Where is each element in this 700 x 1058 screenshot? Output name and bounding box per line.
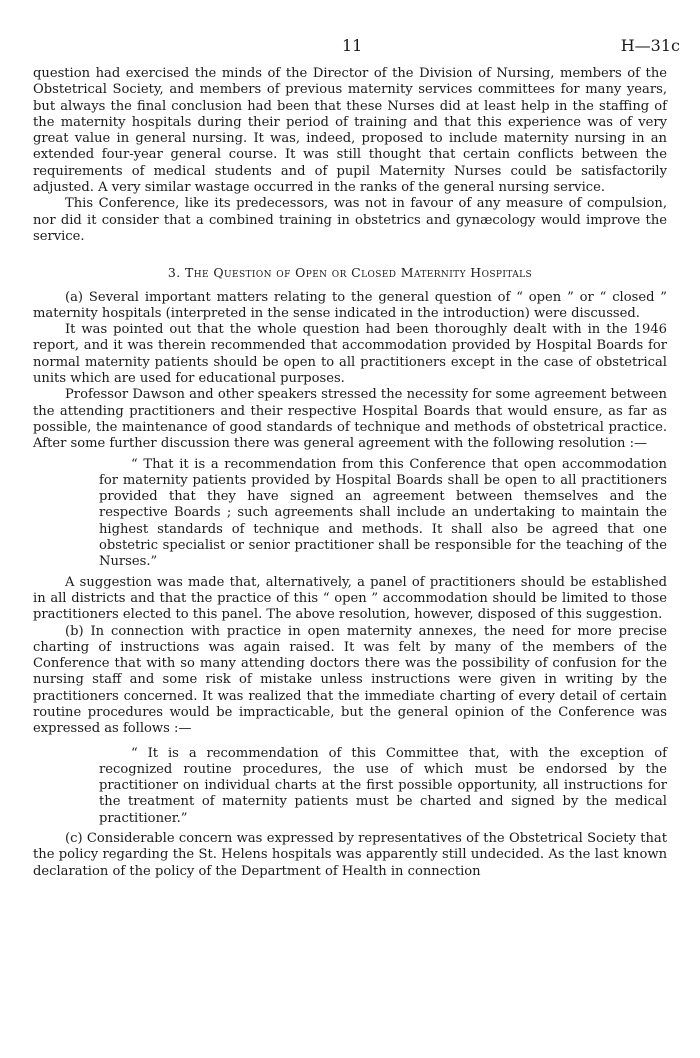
recommendation-quote: “ It is a recommendation of this Committee that, with the exception of recognized routine procedures, the use of which must be endorsed by the practitioner on individual charts at the first possible opportunity, all instructions for the treatment of maternity patients must be charted and signed by the medical practitioner.” — [99, 745, 667, 826]
paragraph-c: (c) Considerable concern was expressed by representatives of the Obstetrical Society that the policy regarding the St. Helens hospitals was apparently still undecided. As the last known declaration of the policy of the Department of Health in connection — [33, 831, 667, 879]
document-reference: H—31c — [620, 36, 680, 55]
paragraph-panel-suggestion: A suggestion was made that, alternatively, a panel of practitioners should be established in all districts and that the practice of this “ open ” accommodation should be limited to those practitioners elected to this panel. The above resolution, however, disposed of this suggestion. — [33, 574, 667, 623]
paragraph-b: (b) In connection with practice in open maternity annexes, the need for more precise charting of instructions was again raised. It was felt by many of the members of the Conference that with so many attending doctors there was the possibility of confusion for the nursing staff and some risk of mistake unless instructions were given in writing by the practitioners concerned. It was realized that the immediate charting of every detail of certain routine procedures would be impracticable, but the general opinion of the Conference was expressed as follows :— — [33, 623, 667, 737]
paragraph-compulsion: This Conference, like its predecessors, was not in favour of any measure of compulsion, nor did it consider that a combined training in obstetrics and gynæcology would improve the service. — [33, 196, 667, 244]
page-number: 11 — [342, 36, 363, 55]
paragraph-dawson: Professor Dawson and other speakers stressed the necessity for some agreement between the attending practitioners and their respective Hospital Boards that would ensure, as far as possible, the maintenance of good standards of technique and methods of obstetrical practice. After some further discussion there was general agreement with the following resolution :— — [33, 387, 667, 452]
resolution-quote: “ That it is a recommendation from this Conference that open accommodation for maternity patients provided by Hospital Boards shall be open to all practitioners provided that they have signed an agreement between themselves and the respective Boards ; such agreements shall include an undertaking to maintain the highest standards of technique and methods. It shall also be agreed that one obstetric specialist or senior practitioner shall be responsible for the teaching of the Nurses.” — [99, 456, 667, 570]
paragraph-1946-report: It was pointed out that the whole question had been thoroughly dealt with in the 1946 report, and it was therein recommended that accommodation provided by Hospital Boards for normal maternity patients should be open to all practitioners except in the case of obstetrical units which are used for educational purposes. — [33, 322, 667, 387]
page-header — [0, 36, 700, 60]
paragraph-a: (a) Several important matters relating to the general question of “ open ” or “ closed ” maternity hospitals (interpreted in the sense indicated in the introduction) were discussed. — [33, 289, 667, 321]
page-body — [33, 66, 667, 880]
section-heading: 3. The Question of Open or Closed Maternity Hospitals — [167, 265, 533, 281]
paragraph-continued: question had exercised the minds of the Director of the Division of Nursing, members of the Obstetrical Society, and members of previous maternity services committees for many years, but always the final conclusion had been that these Nurses did at least help in the staffing of the maternity hospitals during their period of training and that this experience was of very great value in general nursing. It was, indeed, proposed to include maternity nursing in an extended four-year general course. It was still thought that certain conflicts between the requirements of medical students and of pupil Maternity Nurses could be satisfactorily adjusted. A very similar wastage occurred in the ranks of the general nursing service. — [33, 66, 667, 196]
